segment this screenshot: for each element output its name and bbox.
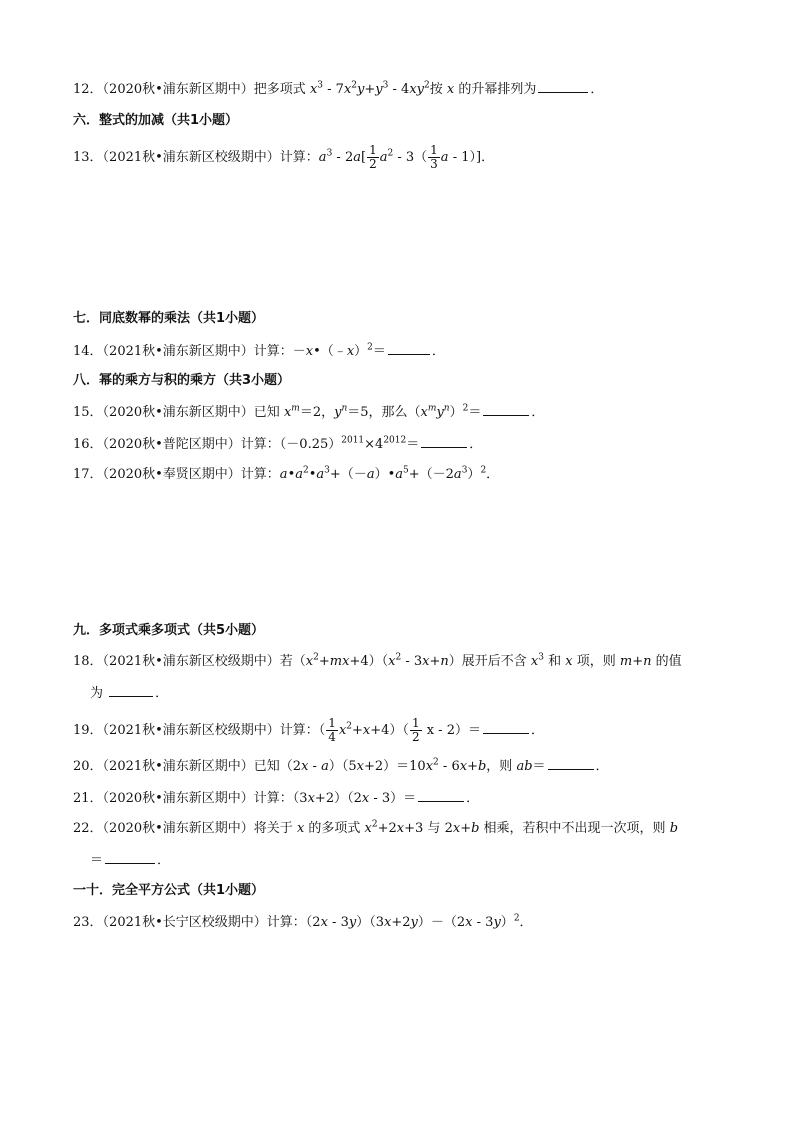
section-10-title: 一十．完全平方公式（共1小题） (73, 883, 265, 898)
section-9-title: 九．多项式乘多项式（共5小题） (73, 623, 265, 638)
question-20: 20．（2021秋•浦东新区期中）已知$(2x - a)(5x+2)=10x^2 - 6x+b$，则 ab＝ ． (73, 757, 609, 774)
question-15: 15．（2020秋•浦东新区期中）已知 $x^m=2$，$y^n=5$，那么$(x^my^n)^2=$ ． (73, 403, 545, 420)
section-8-title: 八．幂的乘方与积的乘方（共3小题） (73, 373, 291, 388)
answer-blank[interactable] (538, 80, 588, 93)
question-14: 14．（2021秋•浦东新区期中）计算：－x•（﹣x）$^2$＝ ． (73, 342, 445, 359)
question-22: 22．（2020秋•浦东新区期中）将关于 x 的多项式 $x^2+2x+3$ 与 2x+b 相乘，若积中不出现一次项，则 b (73, 819, 679, 836)
question-13: 13．（2021秋•浦东新区校级期中）计算：$a^3 - 2a$[ $\frac{1}{2}$ $a^2 - 3$（ $\frac{1}{3}$ a - 1）]． (73, 143, 495, 171)
question-12: 12．（2020秋•浦东新区期中）把多项式 $x^3 - 7x^2y+y^3 - 4xy^2$按 x 的升幂排列为 ． (73, 80, 604, 97)
answer-blank[interactable] (109, 684, 153, 697)
fraction-one-half: $\frac{1}{2}$ (411, 716, 420, 744)
section-7-title: 七．同底数幂的乘法（共1小题） (73, 311, 265, 326)
answer-blank[interactable] (388, 342, 430, 355)
section-6-title: 六．整式的加减（共1小题） (73, 113, 239, 128)
question-16: 16．（2020秋•普陀区期中）计算：$(-0.25)^{2011}\times 4^{2012}=$ ． (73, 435, 483, 452)
fraction-one-quarter: $\frac{1}{4}$ (328, 716, 336, 744)
answer-blank[interactable] (421, 435, 467, 448)
answer-blank[interactable] (483, 403, 529, 416)
answer-blank[interactable] (418, 789, 464, 802)
question-18-continued: 为 ． (90, 686, 169, 701)
answer-blank[interactable] (105, 851, 155, 864)
fraction-one-half: $\frac{1}{2}$ (369, 143, 377, 171)
question-23: 23．（2021秋•长宁区校级期中）计算：（2x - 3y）（3x+2y）－（2x - 3y）$^2$． (73, 913, 533, 930)
question-22-continued: ＝ ． (90, 853, 171, 868)
answer-blank[interactable] (548, 757, 594, 770)
question-21: 21．（2020秋•浦东新区期中）计算：（3x+2）（2x - 3）＝ ． (73, 791, 480, 806)
question-18: 18．（2021秋•浦东新区校级期中）若$(x^2+mx+4)(x^2 - 3x+n)$展开后不含 $x^3$ 和 x 项，则 m+n 的值 (73, 652, 682, 669)
answer-blank[interactable] (483, 721, 529, 734)
fraction-one-third: $\frac{1}{3}$ (430, 143, 438, 171)
question-19: 19．（2021秋•浦东新区校级期中）计算：（ $\frac{1}{4}$ $x^2+x+4$）（ $\frac{1}{2}$ x - 2）＝ ． (73, 716, 544, 744)
question-17: 17．（2020秋•奉贤区期中）计算：$a•a^2•a^3+(-a)•a^5+(-2a^3)^2$． (73, 465, 500, 482)
